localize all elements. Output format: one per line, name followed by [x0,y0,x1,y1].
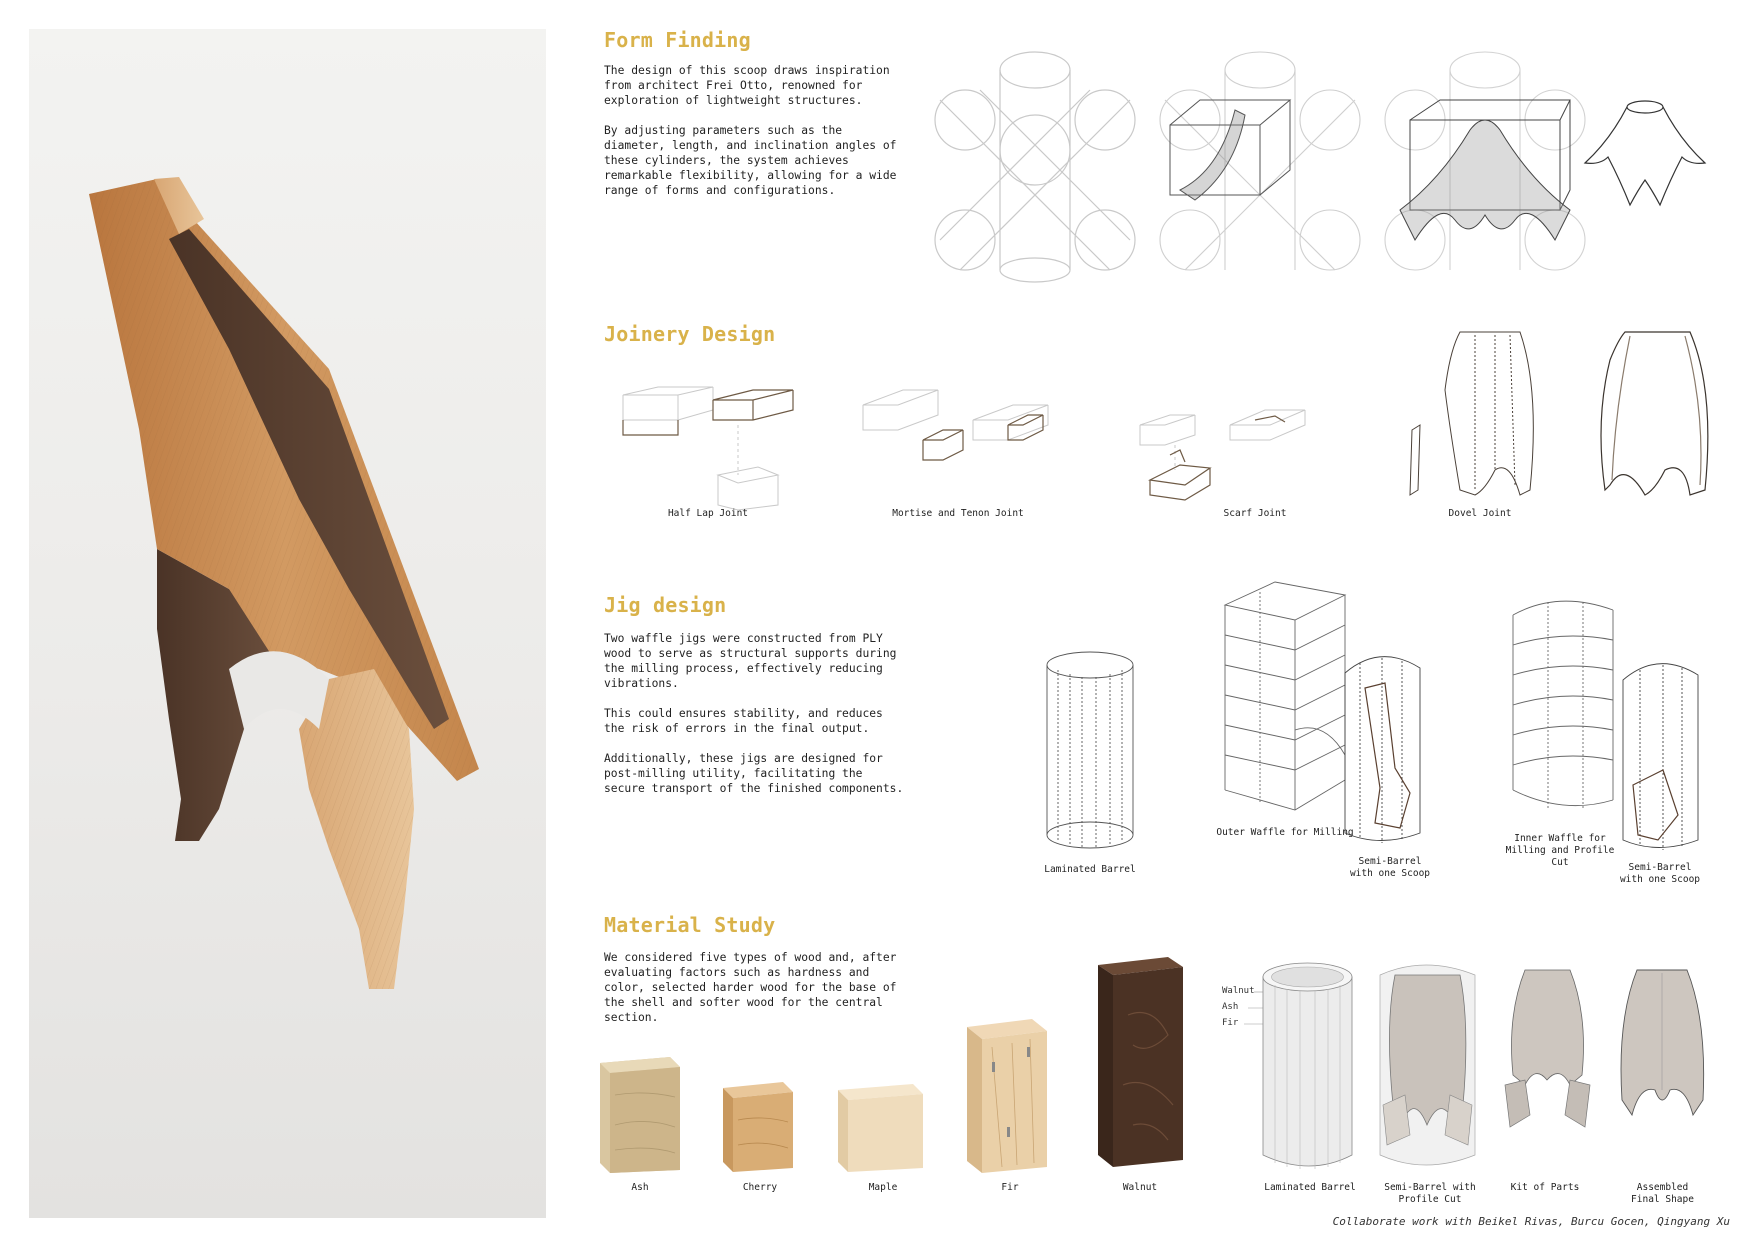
form-finding-final-shape [1580,95,1710,215]
form-finding-sketch-1 [920,40,1150,290]
material-laminated-barrel-drawing [1220,955,1360,1177]
semi-barrel-label-2-line-1: Semi-Barrel [1628,862,1692,873]
dovel-joint-label: Dovel Joint [1448,508,1512,519]
form-finding-heading: Form Finding [604,28,751,52]
outer-waffle-label: Outer Waffle for Milling [1216,827,1354,838]
kit-of-parts-label: Kit of Parts [1510,1182,1580,1193]
ash-layer-label: Ash [1222,1002,1239,1012]
jig-paragraph-3: Additionally, these jigs are designed for post-milling utility, facilitating the secure transport of the finished components. [604,752,904,795]
material-study-heading: Material Study [604,913,776,937]
kit-of-parts-drawing [1500,965,1595,1130]
semi-barrel-scoop-drawing-1 [1340,648,1425,843]
joinery-heading: Joinery Design [604,322,776,346]
maple-block [833,1082,928,1174]
inner-waffle-label [1500,833,1620,869]
semi-barrel-profile-cut-label-line-2: Profile Cut [1398,1194,1462,1205]
form-finding-sketch-2 [1145,40,1375,290]
jig-design-text [604,631,909,811]
laminated-barrel-drawing [1040,650,1140,850]
collaboration-credit: Collaborate work with Beikel Rivas, Burcu Gocen, Qingyang Xu [1332,1215,1730,1228]
fir-label: Fir [1001,1182,1019,1193]
assembled-label-line-1: Assembled [1636,1182,1689,1193]
form-finding-paragraph-1: The design of this scoop draws inspiration from architect Frei Otto, renowned for exploration of lightweight structures. [604,64,890,107]
semi-barrel-scoop-drawing-2 [1618,655,1703,850]
inner-waffle-label-line-3: Cut [1551,857,1569,868]
ash-label: Ash [631,1182,649,1193]
semi-barrel-label-2-line-2: with one Scoop [1619,874,1701,885]
walnut-layer-label: Walnut [1222,986,1255,996]
mortise-tenon-joint-label: Mortise and Tenon Joint [892,508,1024,519]
semi-barrel-profile-cut-label-line-1: Semi-Barrel with [1384,1182,1476,1193]
assembled-label-line-2: Final Shape [1631,1194,1694,1205]
half-lap-joint-drawing [618,385,798,510]
outer-waffle-drawing [1215,580,1355,815]
walnut-block [1093,955,1188,1170]
inner-waffle-label-line-2: Milling and Profile [1505,845,1615,856]
material-study-text: We considered five types of wood and, after evaluating factors such as hardness and color, selected harder wood for the base of the shell and softer wood for the central section. [604,951,897,1024]
walnut-label: Walnut [1122,1182,1158,1193]
jig-paragraph-1: Two waffle jigs were constructed from PLY wood to serve as structural supports during the milling process, effectively reducing vibrations. [604,632,897,690]
half-lap-joint-label: Half Lap Joint [667,508,749,519]
semi-barrel-profile-cut-drawing [1375,955,1480,1177]
assembled-final-shape-label [1605,1182,1720,1206]
jig-paragraph-2: This could ensures stability, and reduces the risk of errors in the final output. [604,707,883,735]
scoop-photo [29,29,546,1218]
cherry-block [718,1080,798,1175]
semi-barrel-label-2 [1610,862,1710,886]
jig-design-heading: Jig design [604,593,727,617]
jig-laminated-barrel-label: Laminated Barrel [1044,864,1136,875]
material-laminated-barrel-label: Laminated Barrel [1264,1182,1356,1193]
inner-waffle-drawing [1508,590,1618,815]
cherry-label: Cherry [742,1182,778,1193]
dovel-joint-drawing [1400,330,1720,500]
semi-barrel-label-1-line-1: Semi-Barrel [1358,856,1422,867]
scarf-joint-label: Scarf Joint [1223,508,1287,519]
maple-label: Maple [868,1182,898,1193]
fir-layer-label: Fir [1222,1018,1239,1028]
semi-barrel-label-1 [1340,856,1440,880]
assembled-final-shape-drawing [1615,965,1710,1125]
mortise-tenon-joint-drawing [858,385,1058,465]
form-finding-sketch-3 [1370,40,1600,290]
semi-barrel-label-1-line-2: with one Scoop [1349,868,1431,879]
inner-waffle-label-line-1: Inner Waffle for [1514,833,1606,844]
fir-block [962,1017,1052,1177]
wooden-scoop-illustration [29,29,546,1218]
ash-block [595,1055,685,1175]
form-finding-paragraph-2: By adjusting parameters such as the diameter, length, and inclination angles of these cylinders, the system achieves remarkable flexibility, allowing for a wide range of forms and configurations. [604,124,897,197]
semi-barrel-profile-cut-label [1370,1182,1490,1206]
scarf-joint-drawing [1135,390,1310,505]
form-finding-text [604,63,904,213]
